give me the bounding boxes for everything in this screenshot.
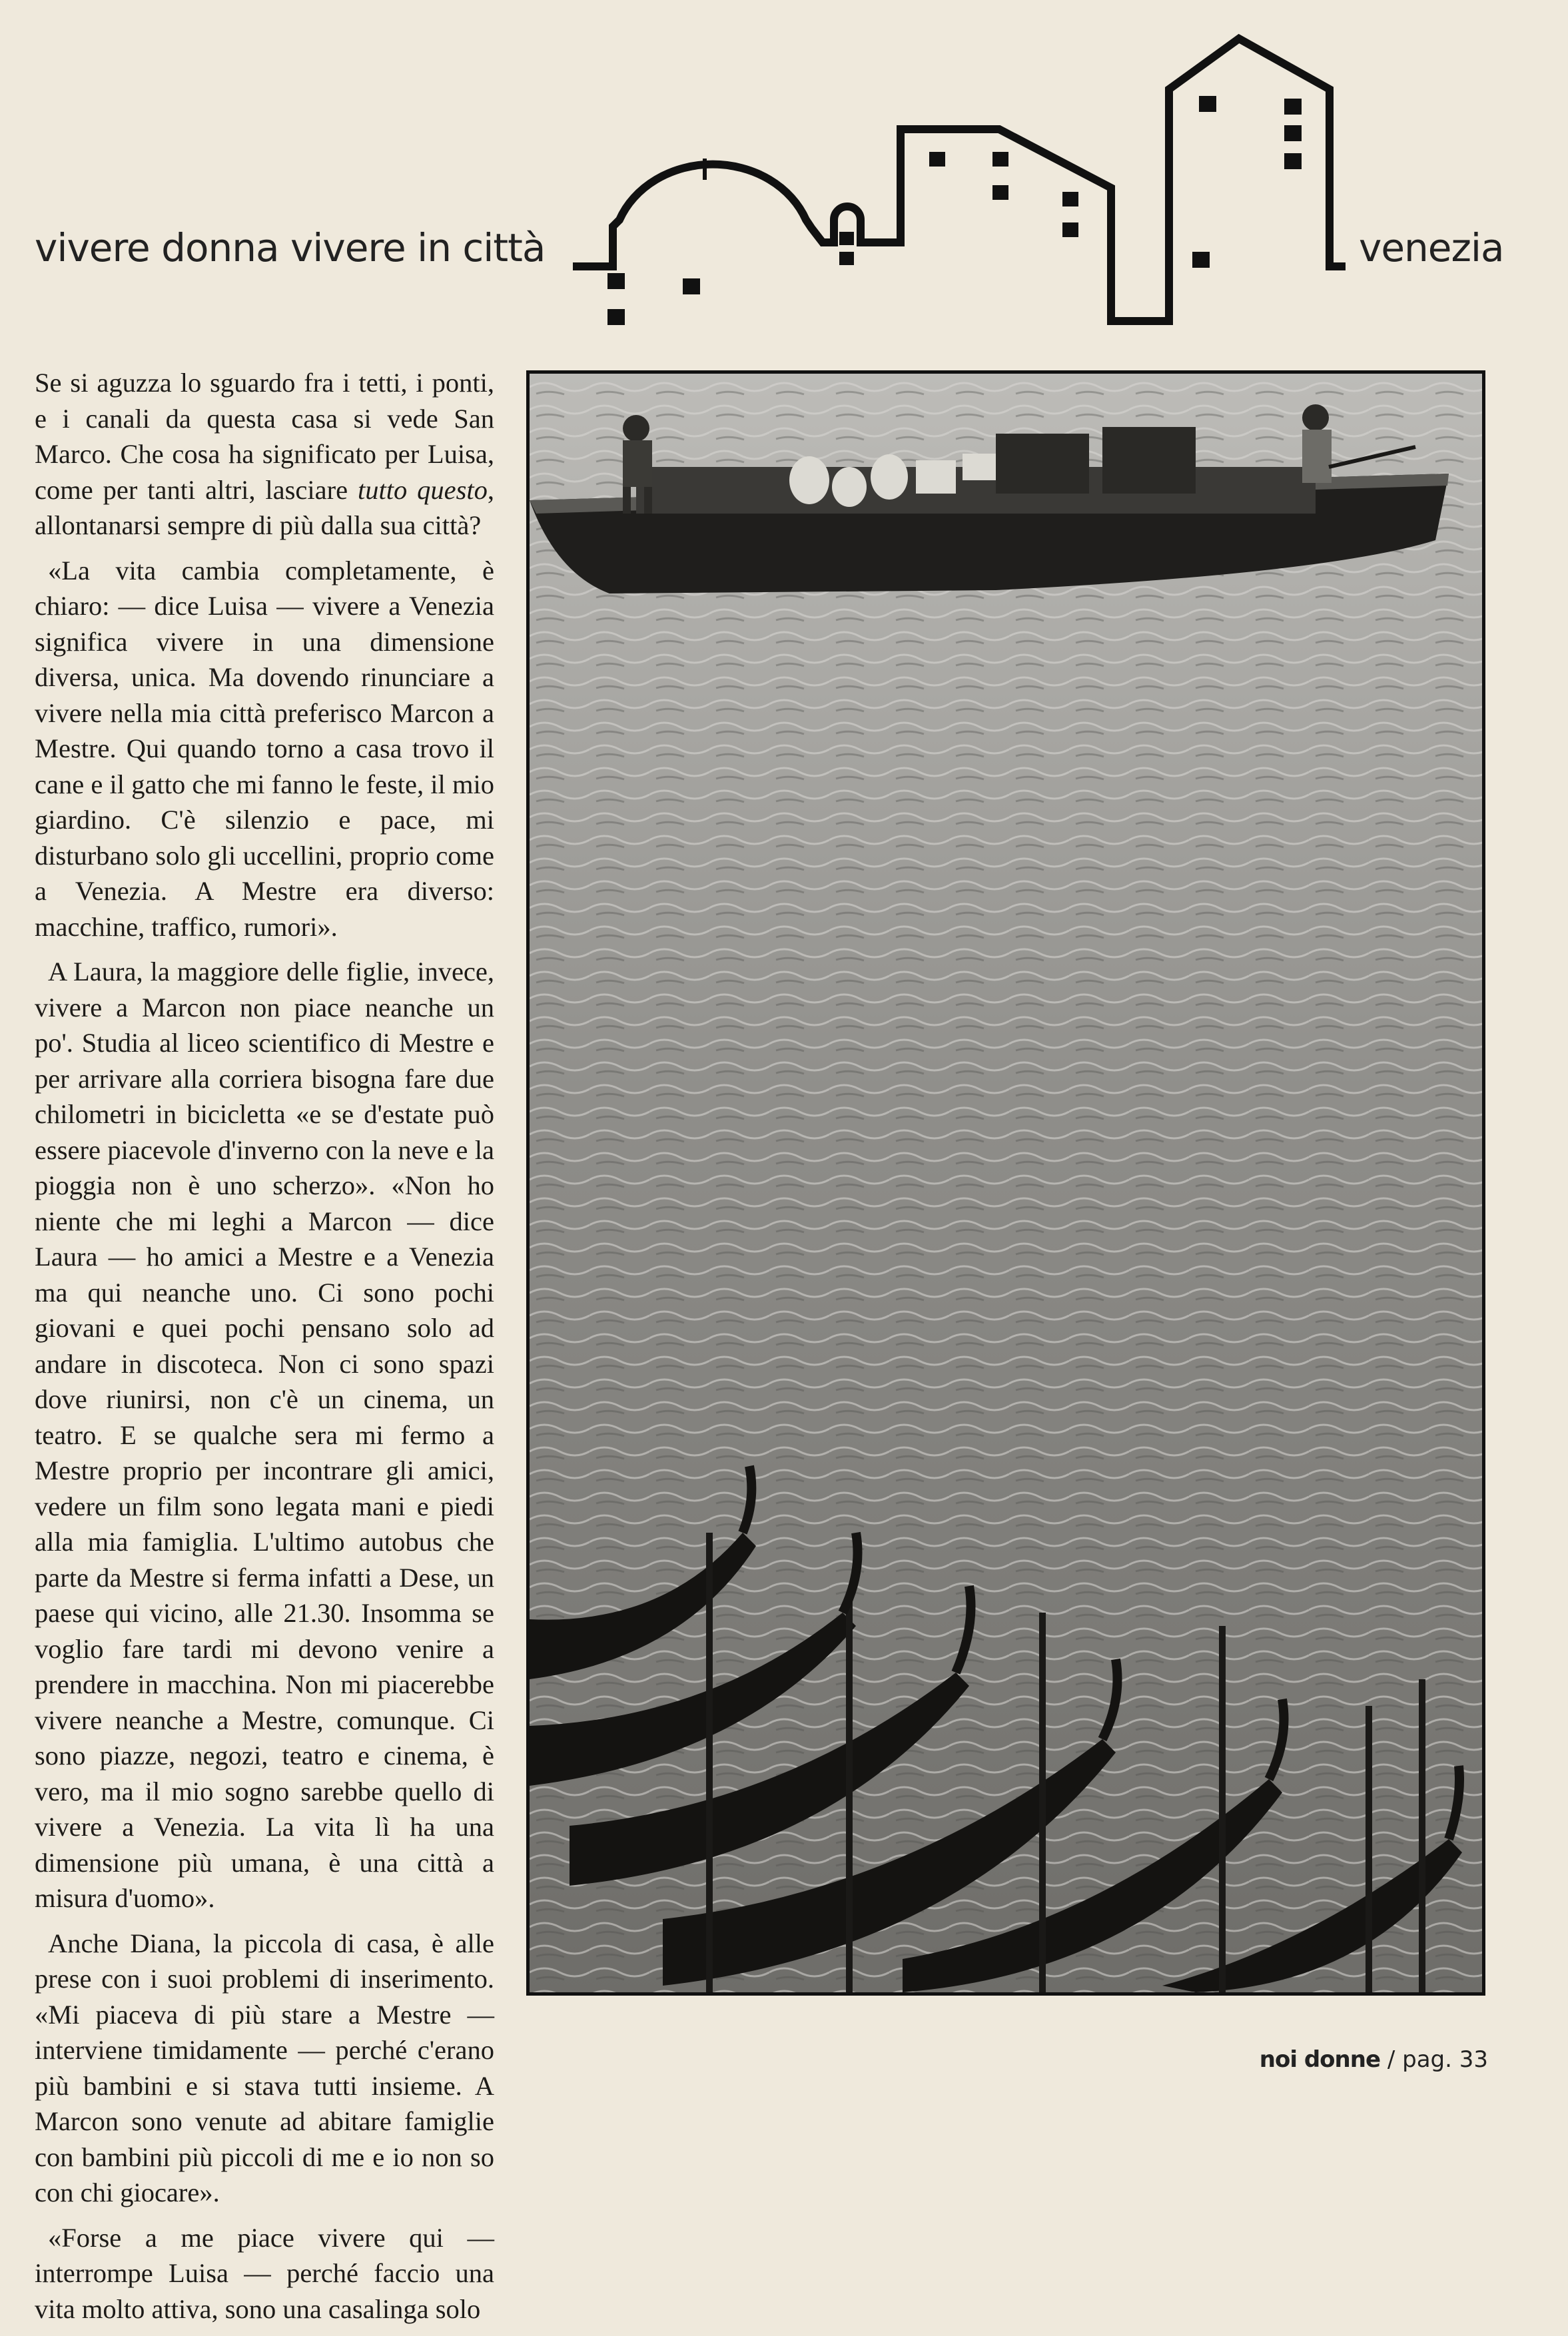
page-number: pag. 33	[1402, 2046, 1488, 2073]
boatman-right	[1302, 404, 1332, 483]
venice-skyline-logo	[573, 20, 1352, 333]
paragraph: «La vita cambia completamente, è chiaro: — dice Luisa — vivere a Venezia significa vivere in una dimensione diversa, unica. Ma dovendo rinunciare a vivere nella mia città preferisco Marcon a Mestre. Qui quando torno a casa trovo il cane e il gatto che mi fanno le feste, il mio giardino. C'è silenzio e pace, mi disturbano solo gli uccellini, proprio come a Venezia. A Mestre era diverso: macchine, traffico, rumori».	[35, 555, 494, 942]
paragraph: Se si aguzza lo sguardo fra i tetti, i ponti, e i canali da questa casa si vede San Marco. Che cosa ha significato per Luisa, come per tanti altri, lasciare tutto questo, allontanarsi sempre di più dalla sua città?	[35, 368, 495, 540]
photo-illustration	[530, 374, 1482, 1992]
paragraph: Anche Diana, la piccola di casa, è alle prese con i suoi problemi di inserimento. «Mi piaceva di più stare a Mestre — interviene timidamente — perché c'erano più bambini e si stava tutti insieme. A Marcon sono venute ad abitare famiglie con bambini più piccoli di me e io non so con chi giocare».	[35, 1928, 494, 2207]
magazine-brand: noi donne	[1259, 2046, 1381, 2073]
article-body	[35, 365, 494, 2336]
venice-photo	[526, 370, 1485, 1996]
italic-phrase: tutto questo	[357, 474, 488, 505]
paragraph: «Forse a me piace vivere qui — interrompe Luisa — perché faccio una vita molto attiva, sono una casalinga solo	[35, 2222, 494, 2324]
page-footer	[1260, 2046, 1488, 2073]
footer-separator: /	[1387, 2046, 1395, 2073]
section-title: vivere donna vivere in città	[35, 225, 546, 270]
paragraph: A Laura, la maggiore delle figlie, invece, vivere a Marcon non piace neanche un po'. Studia al liceo scientifico di Mestre e per arrivare alla corriera bisogna fare due chilometri in bicicletta «e se d'estate può essere piacevole d'inverno con la neve e la pioggia non è uno scherzo». «Non ho niente che mi leghi a Marcon — dice Laura — ho amici a Mestre e a Venezia ma qui neanche uno. Ci sono pochi giovani e quei pochi pensano solo ad andare in discoteca. Non ci sono spazi dove riunirsi, non c'è un cinema, un teatro. E se qualche sera mi fermo a Mestre proprio per incontrare gli amici, vedere un film sono legata mani e piedi alla mia famiglia. L'ultimo autobus che parte da Mestre si ferma infatti a Dese, un paese qui vicino, alle 21.30. Insomma se voglio fare tardi mi devono venire a prendere in macchina. Non mi piacerebbe vivere neanche a Mestre, comunque. Ci sono piazze, negozi, teatro e cinema, è vero, ma il mio sogno sarebbe quello di vivere a Venezia. La vita lì ha una dimensione più umana, è una città a misura d'uomo».	[35, 957, 494, 1913]
city-title: venezia	[1359, 225, 1504, 270]
